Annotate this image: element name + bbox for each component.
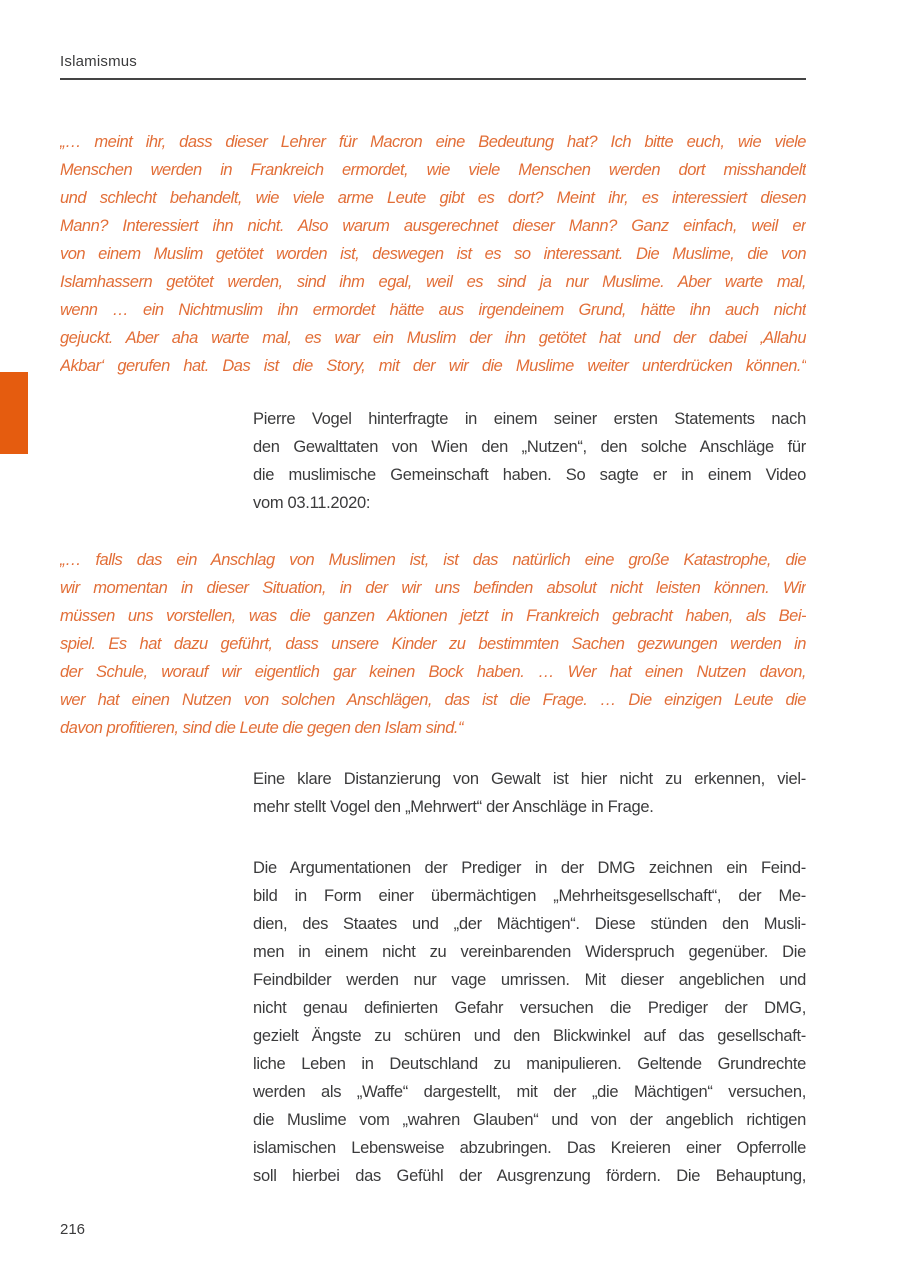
body-line: werden als „Waffe“ dargestellt, mit der „die Mächtigen“ versuchen, [253,1083,806,1101]
body-paragraph-2 [253,765,806,821]
quote-line: Menschen werden in Frankreich ermordet, wie viele Menschen werden dort misshandelt [60,161,806,179]
body-line: bild in Form einer übermächtigen „Mehrheitsgesellschaft“, der Me- [253,887,806,905]
body-line: den Gewalttaten von Wien den „Nutzen“, den solche Anschläge für [253,438,806,456]
body-line: gezielt Ängste zu schüren und den Blickwinkel auf das gesellschaft- [253,1027,806,1045]
header-rule [60,78,806,80]
quote-line: spiel. Es hat dazu geführt, dass unsere Kinder zu bestimmten Sachen gezwungen werden in [60,635,806,653]
quote-line: „… falls das ein Anschlag von Muslimen ist, ist das natürlich eine große Katastrophe, die [60,551,806,569]
body-line: soll hierbei das Gefühl der Ausgrenzung fördern. Die Behauptung, [253,1167,806,1185]
quote-block-1 [60,128,806,380]
quote-line: von einem Muslim getötet worden ist, deswegen ist es so interessant. Die Muslime, die von [60,245,806,263]
quote-line: müssen uns vorstellen, was die ganzen Aktionen jetzt in Frankreich gebracht haben, als Bei- [60,607,806,625]
quote-line: Akbar‘ gerufen hat. Das ist die Story, mit der wir die Muslime weiter unterdrücken können.“ [60,357,806,375]
quote-line: Mann? Interessiert ihn nicht. Also warum ausgerechnet dieser Mann? Ganz einfach, weil er [60,217,806,235]
margin-accent-bar [0,372,28,454]
body-line: Pierre Vogel hinterfragte in einem seiner ersten Statements nach [253,410,806,428]
body-paragraph-3 [253,854,806,1190]
quote-block-2 [60,546,806,742]
body-line: nicht genau definierten Gefahr versuchen die Prediger der DMG, [253,999,806,1017]
body-line: Feindbilder werden nur vage umrissen. Mit dieser angeblichen und [253,971,806,989]
body-line: islamischen Lebensweise abzubringen. Das Kreieren einer Opferrolle [253,1139,806,1157]
body-line: vom 03.11.2020: [253,494,371,512]
running-head: Islamismus [60,53,138,70]
quote-line: davon profitieren, sind die Leute die gegen den Islam sind.“ [60,719,463,737]
body-line: liche Leben in Deutschland zu manipulieren. Geltende Grundrechte [253,1055,806,1073]
body-line: mehr stellt Vogel den „Mehrwert“ der Anschläge in Frage. [253,798,654,816]
quote-line: Islamhassern getötet werden, sind ihm egal, weil es sind ja nur Muslime. Aber warte mal, [60,273,806,291]
body-line: Eine klare Distanzierung von Gewalt ist hier nicht zu erkennen, viel- [253,770,806,788]
quote-line: und schlecht behandelt, wie viele arme Leute gibt es dort? Meint ihr, es interessiert diesen [60,189,806,207]
quote-line: gejuckt. Aber aha warte mal, es war ein Muslim der ihn getötet hat und der dabei ‚Allahu [60,329,806,347]
quote-line: wir momentan in dieser Situation, in der wir uns befinden absolut nicht leisten können. Wir [60,579,806,597]
body-line: die muslimische Gemeinschaft haben. So sagte er in einem Video [253,466,806,484]
body-line: Die Argumentationen der Prediger in der DMG zeichnen ein Feind- [253,859,806,877]
quote-line: „… meint ihr, dass dieser Lehrer für Macron eine Bedeutung hat? Ich bitte euch, wie viele [60,133,806,151]
page-number: 216 [60,1221,86,1238]
quote-line: wenn … ein Nichtmuslim ihn ermordet hätte aus irgendeinem Grund, hätte ihn auch nicht [60,301,806,319]
body-line: men in einem nicht zu vereinbarenden Widerspruch gegenüber. Die [253,943,806,961]
quote-line: wer hat einen Nutzen von solchen Anschlägen, das ist die Frage. … Die einzigen Leute die [60,691,806,709]
body-line: die Muslime vom „wahren Glauben“ und von der angeblich richtigen [253,1111,806,1129]
body-paragraph-1 [253,405,806,517]
quote-line: der Schule, worauf wir eigentlich gar keinen Bock haben. … Wer hat einen Nutzen davon, [60,663,806,681]
body-line: dien, des Staates und „der Mächtigen“. Diese stünden den Musli- [253,915,806,933]
